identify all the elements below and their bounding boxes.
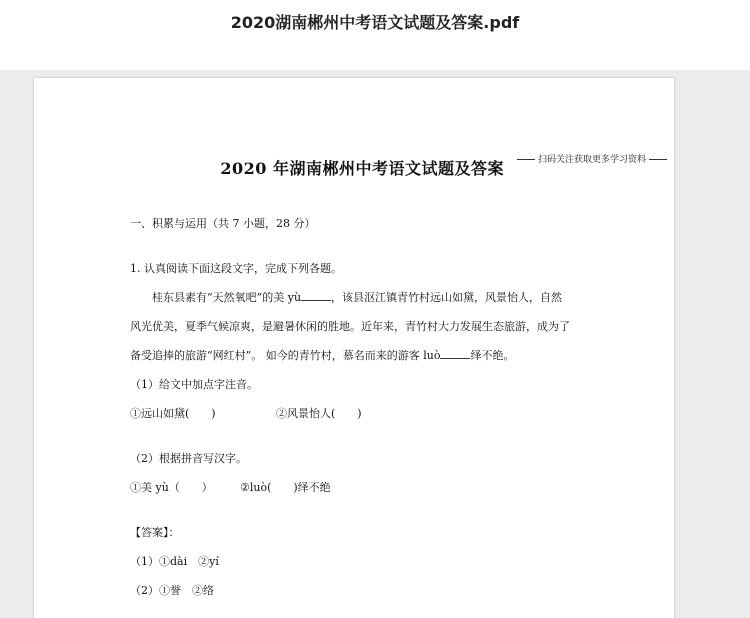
paragraph-line-1 <box>152 289 562 305</box>
sub-question-2: （2）根据拼音写汉字。 <box>130 452 247 465</box>
blank-2 <box>440 348 470 359</box>
blank-1 <box>301 290 331 301</box>
answer-label: 【答案】： <box>130 526 180 539</box>
question-1-intro: 1. 认真阅读下面这段文字，完成下列各题。 <box>130 262 342 275</box>
pdf-page <box>34 78 674 618</box>
dash-left <box>517 159 535 160</box>
sub-question-1-option-1: ①远山如黛( ) <box>130 407 216 420</box>
side-note <box>514 152 670 165</box>
dash-right <box>649 159 667 160</box>
answer-1: （1）①dài ②yí <box>130 555 219 568</box>
paragraph-line-1-b: ，该县沤江镇青竹村远山如黛，风景怡人，自然 <box>331 291 563 304</box>
sub-question-1: （1）给文中加点字注音。 <box>130 378 258 391</box>
side-note-text: 扫码关注获取更多学习资料 <box>538 155 647 165</box>
paragraph-line-1-a: 桂东县素有“天然氧吧”的美 yù <box>152 291 302 304</box>
paragraph-line-3-a: 备受追捧的旅游“网红村”。 如今的青竹村，慕名而来的游客 luò <box>130 349 441 362</box>
section-heading: 一、积累与运用（共 7 小题，28 分） <box>130 217 316 230</box>
sub-question-1-option-2: ②风景怡人( ) <box>276 407 362 420</box>
sub-question-2-option-1: ①美 yù（ ） <box>130 481 213 494</box>
file-title: 2020湖南郴州中考语文试题及答案.pdf <box>230 13 520 32</box>
answer-2: （2）①誉 ②络 <box>130 584 214 597</box>
viewer-toolbar <box>0 0 750 70</box>
document-title: 2020 年湖南郴州中考语文试题及答案 <box>220 159 504 178</box>
paragraph-line-2: 风光优美，夏季气候凉爽，是避暑休闲的胜地。近年来，青竹村大力发展生态旅游，成为了 <box>130 320 570 333</box>
paragraph-line-3-b: 绎不绝。 <box>470 349 515 362</box>
sub-question-2-option-2: ②luò( )绎不绝 <box>240 481 331 494</box>
paragraph-line-3 <box>130 347 514 363</box>
